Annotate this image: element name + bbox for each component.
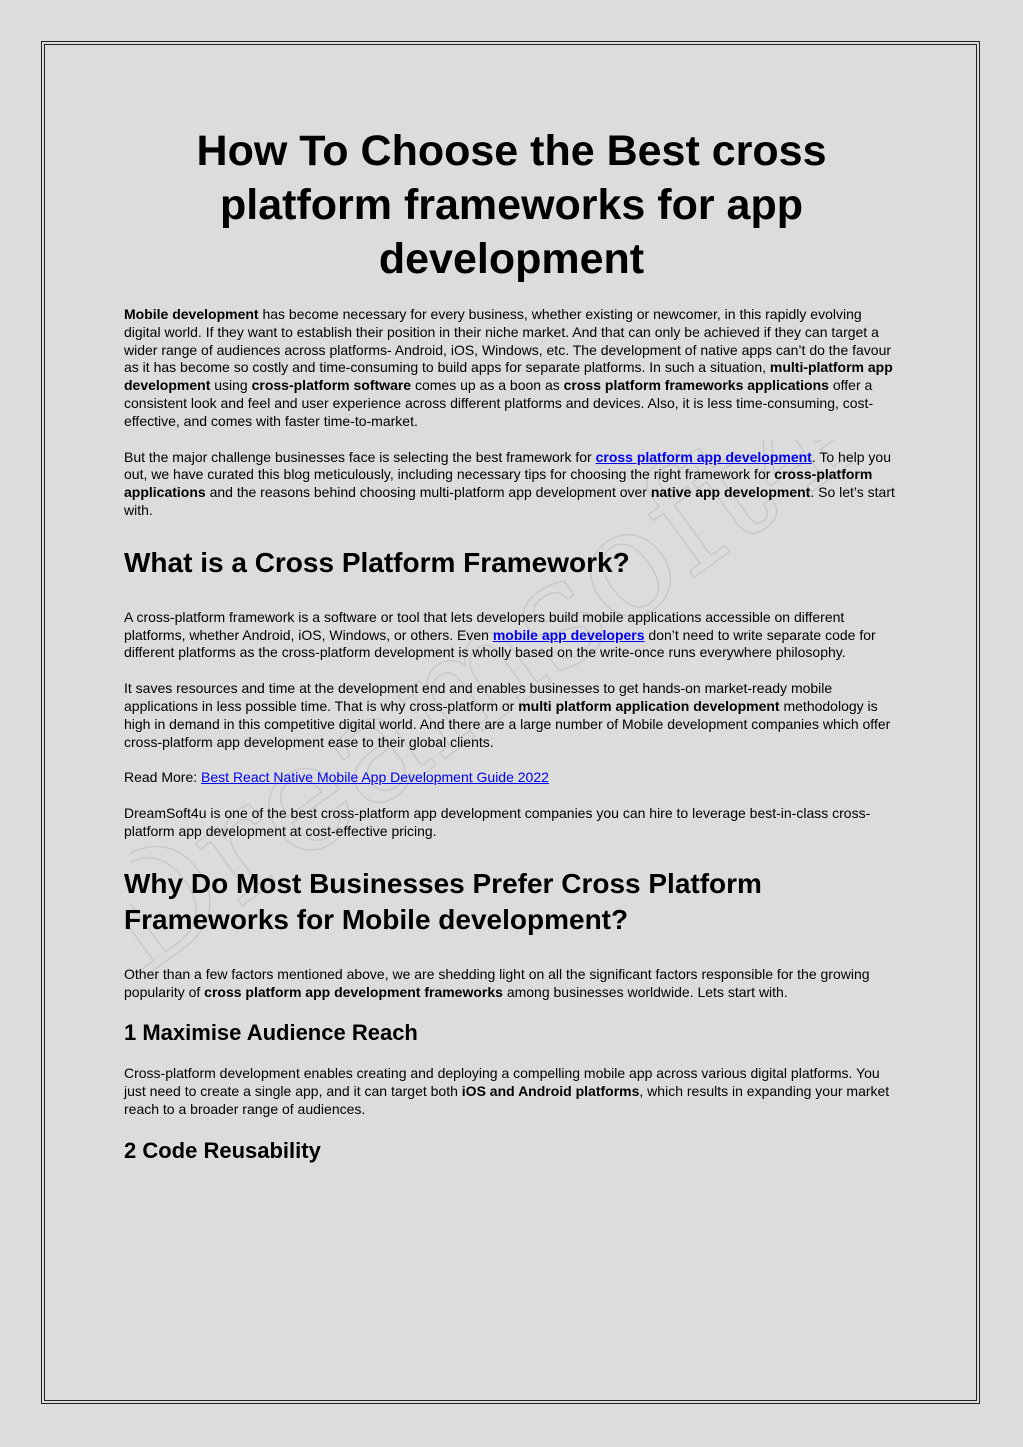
document-body [124, 124, 899, 1183]
intro-paragraph: Mobile development has become necessary for every business, whether existing or newcomer, in this rapidly evolving digital world. If they want to establish their position in their niche market. And that can only be achieved if they can target a wider range of audiences across platforms- Android, iOS, Windows, etc. The development of native apps can’t do the favour as it has become so costly and time-consuming to build apps for separate platforms. In such a situation, multi-platform app development using cross-platform software comes up as a boon as cross platform frameworks applications offer a consistent look and feel and user experience across different platforms and devices. Also, it is less time-consuming, cost-effective, and comes with faster time-to-market. [124, 306, 893, 429]
read-more-line: Read More: Best React Native Mobile App Development Guide 2022 [124, 769, 549, 786]
subheading-code-reusability: 2 Code Reusability [124, 1137, 321, 1163]
benefits-paragraph: It saves resources and time at the development end and enables businesses to get hands-on market-ready mobile applications in less possible time. That is why cross-platform or multi platform application development methodology is high in demand in this competitive digital world. And there are a large number of Mobile development companies which offer cross-platform app development ease to their global clients. [124, 680, 891, 750]
subheading-audience-reach: 1 Maximise Audience Reach [124, 1020, 418, 1046]
section-heading-what-is: What is a Cross Platform Framework? [124, 546, 630, 578]
section-heading-why: Why Do Most Businesses Prefer Cross Platform Frameworks for Mobile development? [124, 867, 762, 935]
challenge-paragraph: But the major challenge businesses face is selecting the best framework for cross platform app development. To help you out, we have curated this blog meticulously, including necessary tips for choosing the right framework for cross-platform applications and the reasons behind choosing multi-platform app development over native app development. So let’s start with. [124, 448, 895, 518]
audience-reach-paragraph: Cross-platform development enables creating and deploying a compelling mobile app across various digital platforms. You just need to create a single app, and it can target both iOS and Android platforms, which results in expanding your market reach to a broader range of audiences. [124, 1065, 890, 1117]
definition-paragraph: A cross-platform framework is a software or tool that lets developers build mobile applications accessible on different platforms, whether Android, iOS, Windows, or others. Even mobile app developers don’t need to write separate code for different platforms as the cross-platform development is wholly based on the write-once runs everywhere philosophy. [124, 608, 876, 661]
mobile-app-developers-link[interactable]: mobile app developers [492, 626, 645, 643]
dreamsoft4u-paragraph: DreamSoft4u is one of the best cross-platform app development companies you can hire to leverage best-in-class cross-platform app development at cost-effective pricing. [124, 805, 871, 839]
factors-paragraph: Other than a few factors mentioned above, we are shedding light on all the significant factors responsible for the growing popularity of cross platform app development frameworks among businesses worldwide. Lets start with. [124, 965, 870, 1000]
cross-platform-app-development-link[interactable]: cross platform app development [595, 448, 812, 465]
react-native-guide-link[interactable]: Best React Native Mobile App Development Guide 2022 [201, 769, 549, 786]
page-title: How To Choose the Best cross platform frameworks for app development [196, 127, 827, 283]
watermark-text: Dreamsoft4u [130, 440, 890, 1000]
